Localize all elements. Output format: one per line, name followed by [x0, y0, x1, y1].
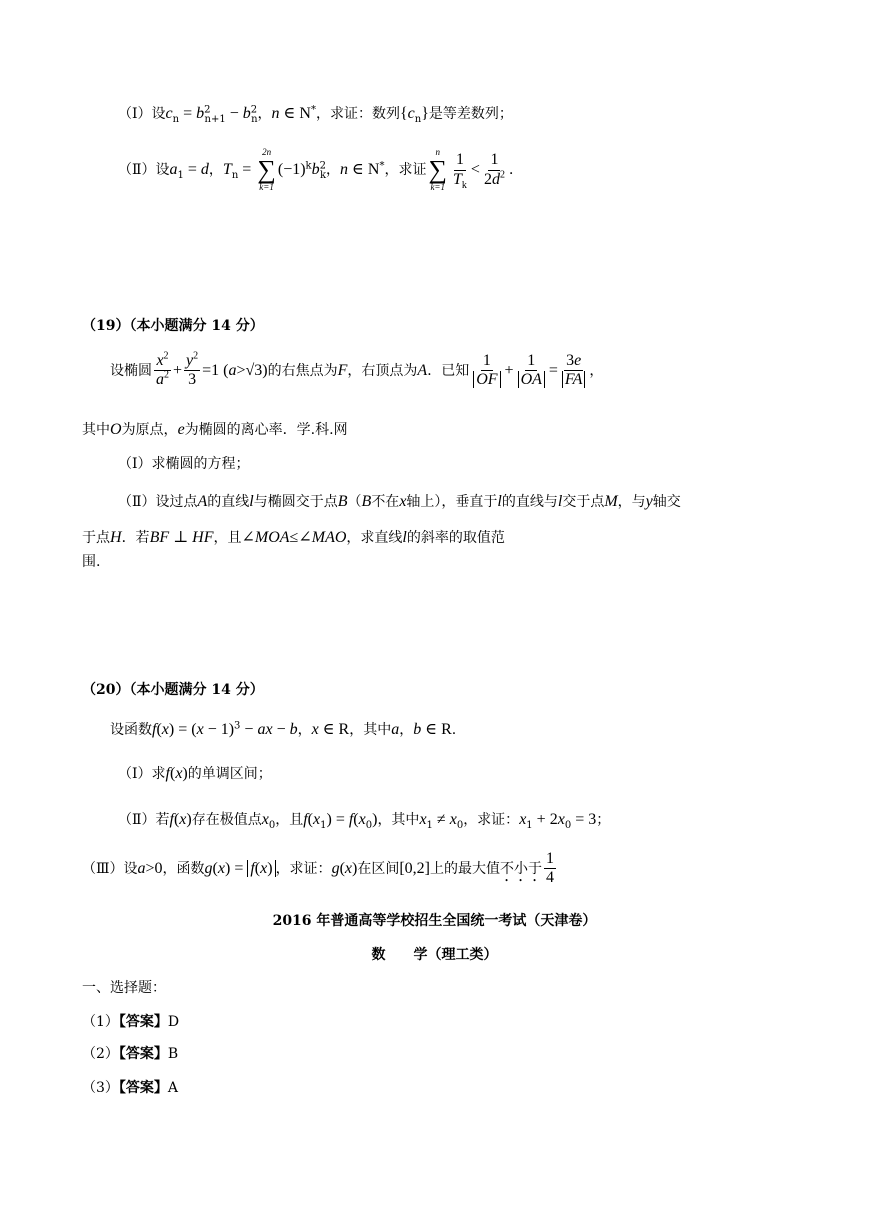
sum-symbol: 2n ∑ k=1 — [257, 147, 276, 192]
q19-part2-b: 于点H．若BF ⊥ HF，且∠MOA≤∠MAO，求直线l的斜率的取值范 — [82, 529, 505, 546]
answer-item: （1）【答案】D — [82, 1014, 180, 1030]
answer-title: 2016 年普通高等学校招生全国统一考试（天津卷） — [272, 913, 597, 929]
q19-line2: 其中O为原点，e为椭圆的离心率．学.科.网 — [82, 421, 348, 438]
q19-header: （19）（本小题满分 14 分） — [82, 318, 264, 334]
q20-line1: 设函数$f(x) = (x - 1)^3$ − ax − b，x ∈ R，其中a，b ∈ R. — [110, 720, 457, 738]
q20-part2: （Ⅱ）若f(x)存在极值点$x_0$，且$f(x_1) = f(x_0)$，其中$x_1 \ne x_0$，求证：$x_1 + 2x_0 = 3$； — [118, 811, 611, 831]
q18-part1: （Ⅰ）设$c_n = b^2_{n+1} - b^2_n$，n ∈ N*，求证：数列$\{c_n\}$是等差数列； — [118, 104, 513, 125]
answer-subtitle: 数 学（理工类） — [371, 947, 498, 963]
answer-item: （3）【答案】A — [82, 1080, 179, 1096]
sum-symbol: n ∑ k=1 — [428, 147, 447, 192]
q19-part2-a: （Ⅱ）设过点A的直线l与椭圆交于点B（B不在x轴上），垂直于l的直线与l交于点M，与y轴交 — [118, 493, 681, 510]
answer-item: （2）【答案】B — [82, 1046, 179, 1062]
q20-header: （20）（本小题满分 14 分） — [82, 682, 264, 698]
q19-part1: （Ⅰ）求椭圆的方程； — [118, 456, 250, 472]
q20-part3: （Ⅲ）设a>0，函数g(x) = f(x) ，求证：g(x)在区间[0,2]上的最大值不小于 $\frac{1}{4}$ — [82, 850, 554, 887]
q19-part2-c: 围. — [82, 554, 101, 570]
q20-part1: （Ⅰ）求f(x)的单调区间； — [118, 765, 272, 782]
section-heading: 一、选择题： — [82, 980, 166, 996]
q19-line1: 设椭圆 $\frac{x^2}{a^2}$ + $\frac{y^2}{3}$ =1 (a>√3)的右焦点为F，右顶点为A．已知 $\frac{1}{OF}$ + $\frac{1}{OA}$ = $\frac{3e}{FA}$ ， — [110, 350, 604, 389]
q18-part2: （Ⅱ）设$a_1 = d$，$T_n$ = 2n ∑ k=1 $(-1)^kb^2_k$，n ∈ N*，求证 n ∑ k=1 $\frac{1}{T_k}$ < $\frac{1}{2d^2}$ ． — [118, 147, 523, 192]
